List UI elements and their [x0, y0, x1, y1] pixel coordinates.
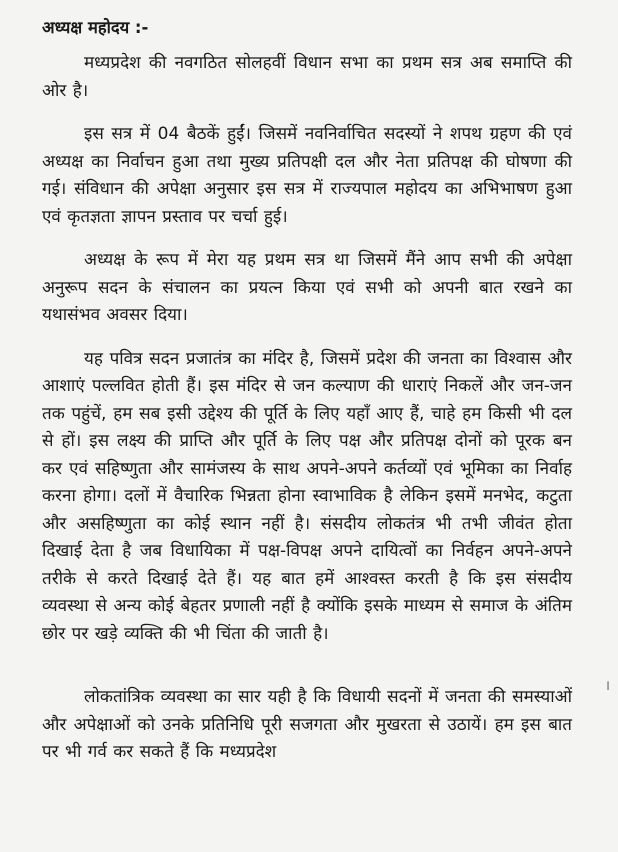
paragraph-session-end: मध्यप्रदेश की नवगठित सोलहवीं विधान सभा का प्रथम सत्र अब समाप्ति की ओर है। [42, 53, 572, 101]
paragraph-session-summary: इस सत्र में 04 बैठकें हुईं। जिसमें नवनिर्वाचित सदस्यों ने शपथ ग्रहण की एवं अध्यक्ष का निर्वाचन हुआ तथा मुख्य प्रतिपक्षी दल और नेता प्रतिपक्ष की घोषणा की गई। संविधान की अपेक्षा अनुसार इस सत्र में राज्यपाल महोदय का अभिभाषण हुआ एवं कृतज्ञता ज्ञापन प्रस्ताव पर चर्चा हुई। [42, 124, 572, 227]
margin-mark: । [604, 678, 610, 694]
speech-heading: अध्यक्ष महोदय :- [42, 18, 149, 37]
paragraph-speaker-role: अध्यक्ष के रूप में मेरा यह प्रथम सत्र था जिसमें मैंने आप सभी की अपेक्षा अनुरूप सदन के संचालन का प्रयत्न किया एवं सभी को अपनी बात रखने का यथासंभव अवसर दिया। [42, 250, 572, 325]
paragraph-democracy-temple: यह पवित्र सदन प्रजातंत्र का मंदिर है, जिसमें प्रदेश की जनता का विश्वास और आशाएं पल्लवित होती हैं। इस मंदिर से जन कल्याण की धाराएं निकलें और जन-जन तक पहुंचें, हम सब इसी उद्देश्य की पूर्ति के लिए यहाँ आए हैं, चाहे हम किसी भी दल से हों। इस लक्ष्य की प्राप्ति और पूर्ति के लिए पक्ष और प्रतिपक्ष दोनों को पूरक बन कर एवं सहिष्णुता और सामंजस्य के साथ अपने-अपने कर्तव्यों एवं भूमिका का निर्वाह करना होगा। दलों में वैचारिक भिन्नता होना स्वाभाविक है लेकिन इसमें मनभेद, कटुता और असहिष्णुता का कोई स्थान नहीं है। संसदीय लोकतंत्र भी तभी जीवंत होता दिखाई देता है जब विधायिका में पक्ष-विपक्ष अपने दायित्वों का निर्वहन अपने-अपने तरीके से करते दिखाई देते हैं। यह बात हमें आश्वस्त करती है कि इस संसदीय व्यवस्था से अन्य कोई बेहतर प्रणाली नहीं है क्योंकि इसके माध्यम से समाज के अंतिम छोर पर खड़े व्यक्ति की भी चिंता की जाती है। [42, 348, 572, 644]
paragraph-democratic-system: लोकतांत्रिक व्यवस्था का सार यही है कि विधायी सदनों में जनता की समस्याओं और अपेक्षाओं को उनके प्रतिनिधि पूरी सजगता और मुखरता से उठायें। हम इस बात पर भी गर्व कर सकते हैं कि मध्यप्रदेश [42, 687, 572, 762]
